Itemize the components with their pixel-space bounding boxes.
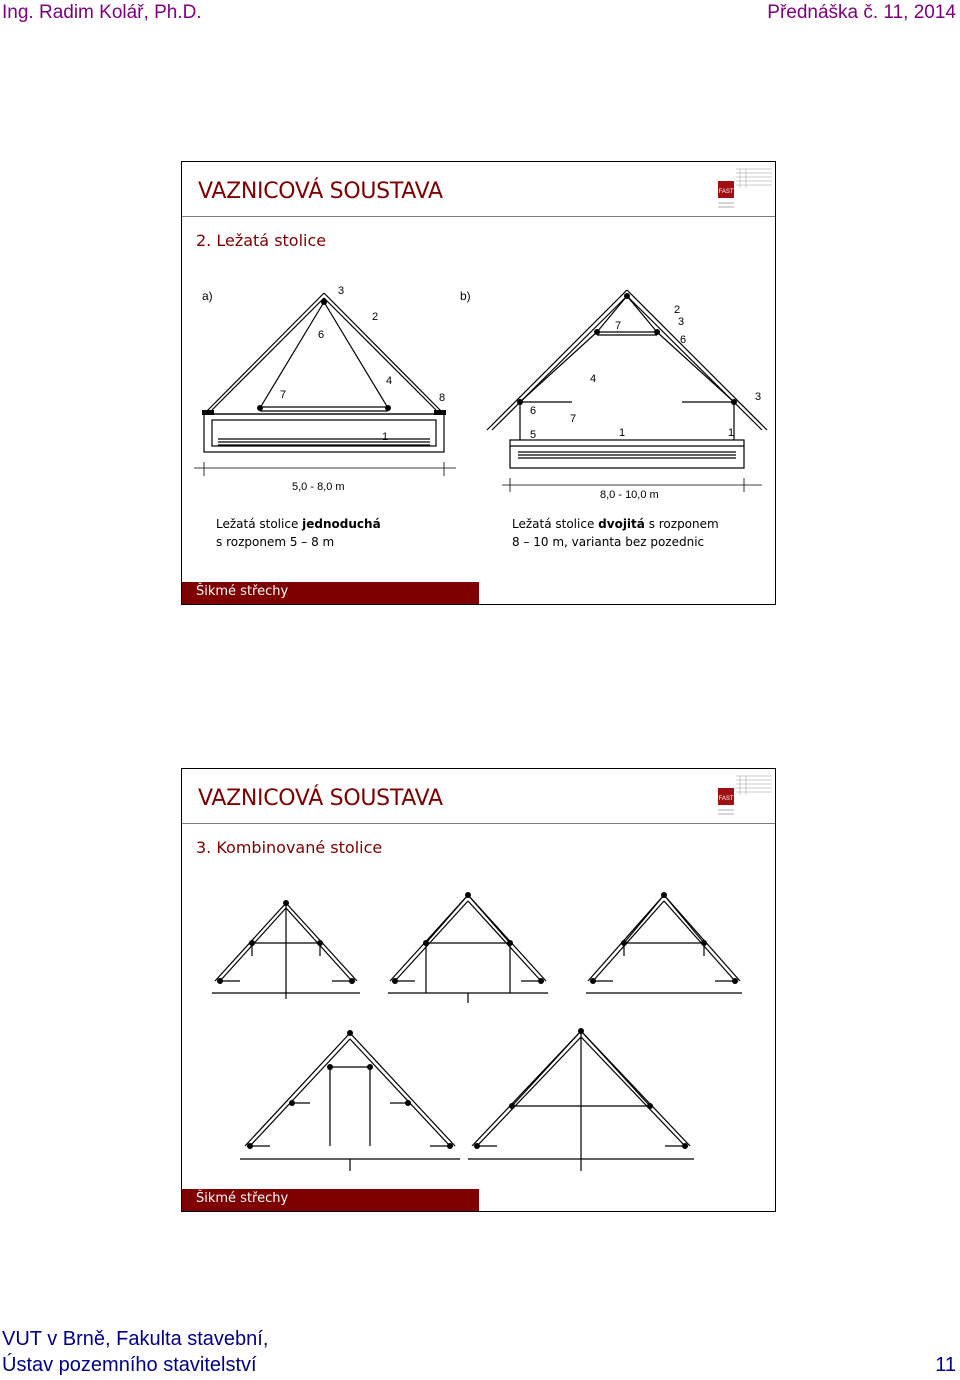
part-label: 1 xyxy=(382,431,389,443)
slide-lezata-stolice xyxy=(181,161,776,605)
page-number: 11 xyxy=(935,1354,956,1376)
truss-4 xyxy=(240,1033,460,1171)
fast-logo-icon xyxy=(716,166,774,214)
part-label: 7 xyxy=(280,389,287,401)
slide-footer-text: Šikmé střechy xyxy=(196,584,289,599)
part-label: 4 xyxy=(386,375,393,387)
caption-simple-queen-post: Ležatá stolice jednoduchá s rozponem 5 – 8 m xyxy=(216,517,381,549)
part-label: 1 xyxy=(728,427,735,439)
fast-logo-icon xyxy=(716,773,774,821)
truss-2 xyxy=(388,895,548,1003)
header-author: Ing. Radim Kolář, Ph.D. xyxy=(2,2,202,23)
diagram-combined-trusses xyxy=(200,881,760,1181)
part-label: 3 xyxy=(678,316,685,328)
part-label: 6 xyxy=(680,334,687,346)
part-label: 3 xyxy=(755,391,762,403)
slide-footer-bar xyxy=(182,1189,479,1211)
slide-footer-text: Šikmé střechy xyxy=(196,1191,289,1206)
dimension-label-b: 8,0 - 10,0 m xyxy=(600,489,659,501)
part-label: 6 xyxy=(318,329,325,341)
truss-5 xyxy=(468,1031,694,1171)
slide-kombinovane-stolice xyxy=(181,768,776,1212)
truss-3 xyxy=(586,895,742,993)
part-label: 7 xyxy=(570,413,577,425)
logo-text: FAST xyxy=(718,796,734,802)
page-footer-institution: VUT v Brně, Fakulta stavební, xyxy=(2,1328,269,1350)
title-divider xyxy=(182,216,775,217)
slide-subtitle: 3. Kombinované stolice xyxy=(196,838,383,857)
part-label: 2 xyxy=(674,304,681,316)
logo-text: FAST xyxy=(718,189,734,195)
part-label: 7 xyxy=(615,320,622,332)
slide-title: VAZNICOVÁ SOUSTAVA xyxy=(198,179,443,204)
page-footer-department: Ústav pozemního stavitelství xyxy=(2,1354,257,1376)
part-label: 3 xyxy=(338,285,345,297)
diagram-label-a: a) xyxy=(202,289,213,303)
slide-title: VAZNICOVÁ SOUSTAVA xyxy=(198,786,443,811)
part-label: 6 xyxy=(530,405,537,417)
part-label: 5 xyxy=(530,429,537,441)
diagram-double-queen-post xyxy=(452,280,770,505)
part-label: 2 xyxy=(372,311,379,323)
page-header xyxy=(0,0,960,30)
dimension-label-a: 5,0 - 8,0 m xyxy=(292,481,345,493)
truss-1 xyxy=(212,903,360,999)
slide-footer-bar xyxy=(182,582,479,604)
diagram-simple-queen-post xyxy=(194,280,464,500)
part-label: 1 xyxy=(619,427,626,439)
diagram-label-b: b) xyxy=(460,289,471,303)
header-lecture: Přednáška č. 11, 2014 xyxy=(767,2,956,23)
part-label: 4 xyxy=(590,373,597,385)
part-label: 8 xyxy=(439,392,446,404)
caption-double-queen-post: Ležatá stolice dvojitá s rozponem 8 – 10 m, varianta bez pozednic xyxy=(512,517,719,549)
slide-subtitle: 2. Ležatá stolice xyxy=(196,231,327,250)
title-divider xyxy=(182,823,775,824)
